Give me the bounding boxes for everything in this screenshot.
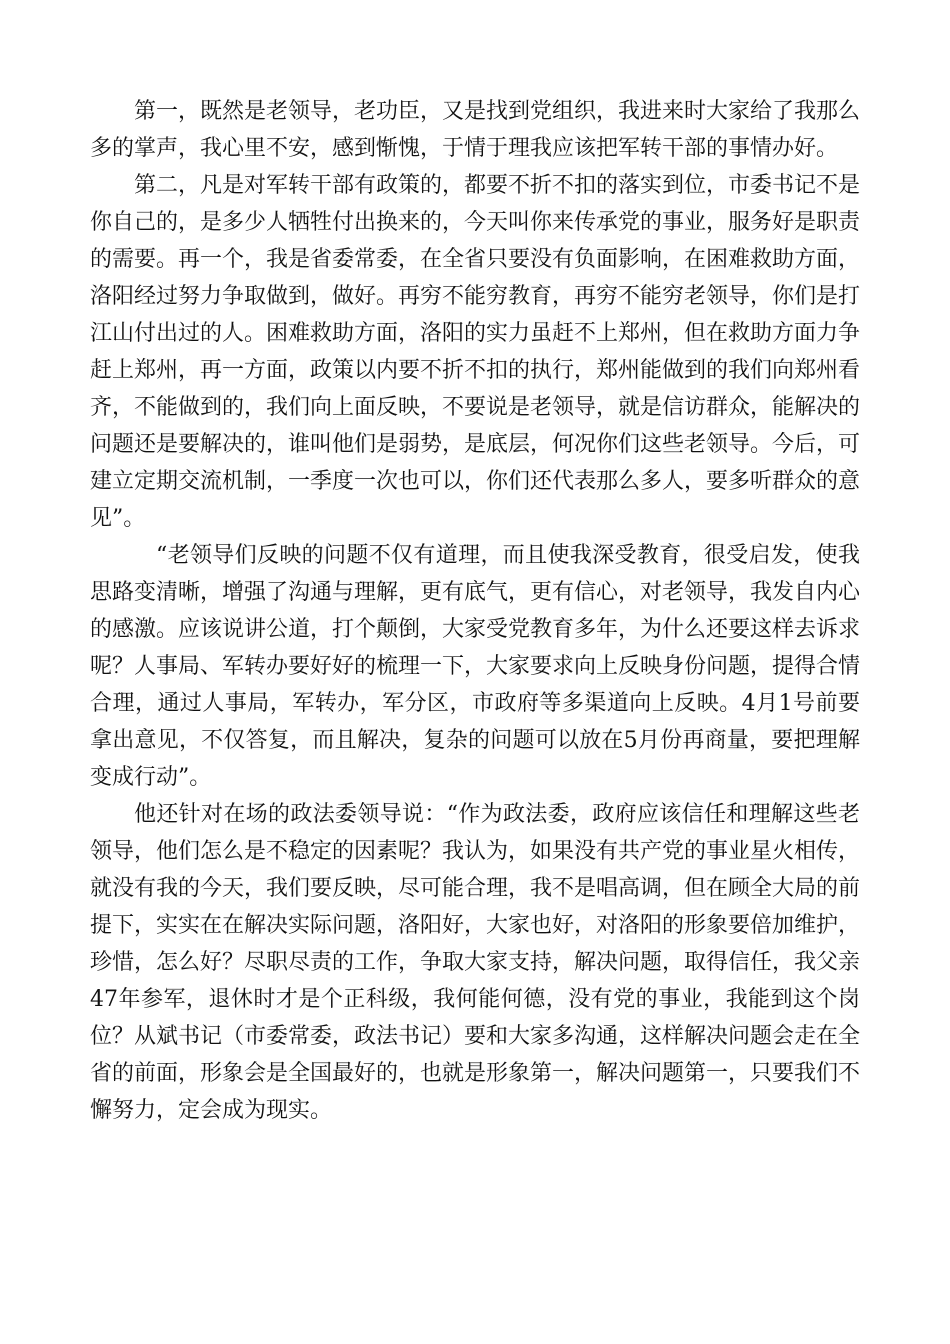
paragraph-quote: “老领导们反映的问题不仅有道理，而且使我深受教育，很受启发，使我思路变清晰，增强了沟通与理解，更有底气，更有信心，对老领导，我发自内心的感激。应该说讲公道，打个颠倒，大家受党教育多年，为什么还要这样去诉求呢？人事局、军转办要好好的梳理一下，大家要求向上反映身份问题，提得合情合理，通过人事局，军转办，军分区，市政府等多渠道向上反映。4月1号前要拿出意见，不仅答复，而且解决，复杂的问题可以放在5月份再商量，要把理解变成行动”。 (90, 543, 861, 790)
paragraph-political-legal: 他还针对在场的政法委领导说：“作为政法委，政府应该信任和理解这些老领导，他们怎么是不稳定的因素呢？我认为，如果没有共产党的事业星火相传，就没有我的今天，我们要反映，尽可能合理，我不是唱高调，但在顾全大局的前提下，实实在在解决实际问题，洛阳好，大家也好，对洛阳的形象要倍加维护，珍惜，怎么好？尽职尽责的工作，争取大家支持，解决问题，取得信任，我父亲47年参军，退休时才是个正科级，我何能何德，没有党的事业，我能到这个岗位？从斌书记（市委常委，政法书记）要和大家多沟通，这样解决问题会走在全省的前面，形象会是全国最好的，也就是形象第一，解决问题第一，只要我们不懈努力，定会成为现实。 (90, 802, 861, 1123)
document-page (90, 93, 860, 1129)
paragraph-second: 第二，凡是对军转干部有政策的，都要不折不扣的落实到位，市委书记不是你自己的，是多少人牺牲付出换来的，今天叫你来传承党的事业，服务好是职责的需要。再一个，我是省委常委，在全省只要没有负面影响，在困难救助方面，洛阳经过努力争取做到，做好。再穷不能穷教育，再穷不能穷老领导，你们是打江山付出过的人。困难救助方面，洛阳的实力虽赶不上郑州，但在救助方面力争赶上郑州，再一方面，政策以内要不折不扣的执行，郑州能做到的我们向郑州看齐，不能做到的，我们向上面反映，不要说是老领导，就是信访群众，能解决的问题还是要解决的，谁叫他们是弱势，是底层，何况你们这些老领导。今后，可建立定期交流机制，一季度一次也可以，你们还代表那么多人，要多听群众的意见”。 (90, 173, 861, 531)
paragraph-first: 第一，既然是老领导，老功臣，又是找到党组织，我进来时大家给了我那么多的掌声，我心里不安，感到惭愧，于情于理我应该把军转干部的事情办好。 (90, 99, 861, 161)
